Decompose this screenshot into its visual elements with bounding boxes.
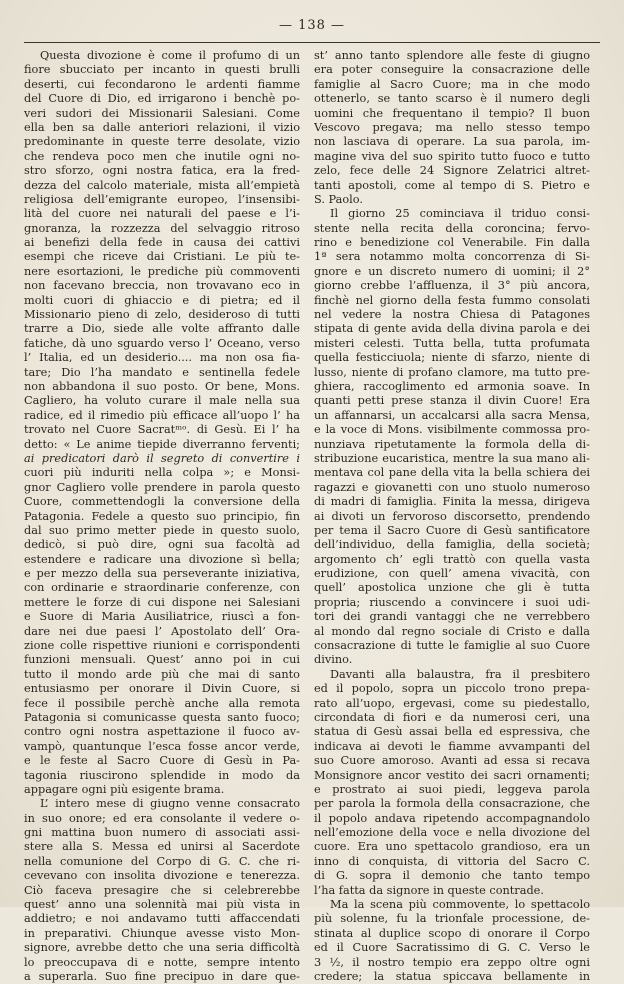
text-line: in suo onore; ed era consolante il vedere o- <box>24 811 300 825</box>
text-line: tori dei grandi vantaggi che ne verrebbero <box>314 610 590 624</box>
text-line: fiore sbucciato per incanto in questi brulli <box>24 63 300 77</box>
text-line: veri sudori dei Missionarii Salesiani. Come <box>24 106 300 120</box>
text-line: molti cuori di ghiaccio e di pietra; ed il <box>24 293 300 307</box>
text-line: ai predicatori darò il segreto di convertire i <box>24 451 300 465</box>
text-line: quest’ anno una solennità mai più vista in <box>24 898 300 912</box>
text-line: il popolo andava ripetendo accompagnandolo <box>314 811 590 825</box>
text-line: e le feste al Sacro Cuore di Gesù in Pa- <box>24 754 300 768</box>
text-line: predominante in queste terre desolate, vizio <box>24 135 300 149</box>
text-line: Monsignore ancor vestito dei sacri ornamenti; <box>314 768 590 782</box>
text-line: Missionario pieno di zelo, desideroso di tutti <box>24 308 300 322</box>
text-line: statua di Gesù assai bella ed espressiva, che <box>314 725 590 739</box>
text-line: fatiche, dà uno sguardo verso l’ Oceano, verso <box>24 336 300 350</box>
text-line: ai benefizi della fede in causa dei cattivi <box>24 236 300 250</box>
text-line: religiosa dell’emigrante europeo, l’insensibi- <box>24 192 300 206</box>
text-line: finchè nel giorno della festa fummo consolati <box>314 293 590 307</box>
text-line: l’ha fatta da signore in queste contrade. <box>314 883 544 897</box>
text-line: famiglie al Sacro Cuore; ma in che modo <box>314 77 590 91</box>
text-line: magine viva del suo spirito tutto fuoco e tutto <box>314 149 590 163</box>
text-line: Ma la scena più commovente, lo spettacolo <box>330 898 590 912</box>
text-line: trovato nel Cuore Sacratᵐᵒ. di Gesù. Ei l’ ha <box>24 423 300 437</box>
text-line: mettere le forze di cui dispone nei Salesiani <box>24 595 300 609</box>
text-line: Davanti alla balaustra, fra il presbitero <box>330 667 590 681</box>
text-line: propria; riuscendo a convincere i suoi udi- <box>314 595 590 609</box>
text-line: Questa divozione è come il profumo di un <box>40 49 300 62</box>
text-line: era poter conseguire la consacrazione delle <box>314 63 590 77</box>
text-line: dedicò, si può dire, ogni sua facoltà ad <box>24 538 300 552</box>
text-line: fece il possibile perchè anche alla remota <box>24 696 300 710</box>
text-line: cuori più induriti nella colpa »; e Monsi- <box>24 466 300 480</box>
text-line: quell’ apostolica unzione che gli è tutta <box>314 581 590 595</box>
text-line: cuore. Era uno spettacolo grandioso, era un <box>314 840 590 854</box>
text-line: non lasciava di operare. La sua parola, im- <box>314 135 590 149</box>
text-line: del Cuore di Dio, ed irrigarono i benchè po- <box>24 92 300 106</box>
text-line: con ordinarie e straordinarie conferenze, con <box>24 581 300 595</box>
text-line: indicava ai devoti le fiamme avvampanti del <box>314 739 590 753</box>
text-line: vampò, quantunque l’esca fosse ancor verde, <box>24 739 300 753</box>
text-line: Cagliero, ha voluto curare il male nella sua <box>24 394 300 408</box>
text-line: tare; Dio l’ha mandato e sentinella fedele <box>24 365 300 379</box>
text-line: esempi che riceve dai Cristiani. Le più te- <box>24 250 300 264</box>
text-line: gnor Cagliero volle prendere in parola questo <box>24 480 300 494</box>
text-line: gni mattina buon numero di associati assi- <box>24 826 300 840</box>
text-line: estendere e radicare una divozione sì bella; <box>24 552 300 566</box>
page-number: — 138 — <box>278 18 346 33</box>
text-line: appagare ogni più esigente brama. <box>24 782 225 796</box>
text-line: misteri celesti. Tutta bella, tutta profumata <box>314 336 590 350</box>
text-line: di madri di famiglia. Finita la messa, dirigeva <box>314 495 590 509</box>
text-line: ragazzi e giovanetti con uno stuolo numeroso <box>314 480 590 494</box>
text-line: l’ Italia, ed un desiderio.... ma non osa fia- <box>24 351 300 365</box>
text-line: radice, ed il rimedio più efficace all’uopo l’ ha <box>24 408 300 422</box>
text-line: credere; la statua spiccava bellamente in <box>314 970 590 983</box>
text-line: tanti apostoli, come al tempo di S. Pietro e <box>314 178 590 192</box>
text-line: quanti petti prese stanza il divin Cuore! Era <box>314 394 590 408</box>
text-line: nell’emozione della voce e nella divozione del <box>314 826 590 840</box>
text-line: detto: « Le anime tiepide diverranno ferventi; <box>24 437 300 451</box>
right-column <box>314 49 590 984</box>
text-line: ghiera, raccoglimento ed armonia soave. In <box>314 379 590 393</box>
text-line: deserti, cui fecondarono le ardenti fiamme <box>24 77 300 91</box>
text-line: stro sforzo, ogni nostra fatica, era la fred- <box>24 164 300 178</box>
text-line: rino e benedizione col Venerabile. Fin dalla <box>314 236 590 250</box>
text-line: Patagonia. Fedele a questo suo principio, fin <box>24 509 300 523</box>
text-line: L’ intero mese di giugno venne consacrato <box>40 797 300 811</box>
text-line: zelo, fece delle 24 Signore Zelatrici altret- <box>314 164 590 178</box>
text-line: e per mezzo della sua perseverante iniziativa, <box>24 567 300 581</box>
text-line: uomini che frequentano il tempio? Il buon <box>314 106 590 120</box>
text-line: divino. <box>314 653 353 667</box>
text-line: che rendeva poco men che inutile ogni no- <box>24 149 300 163</box>
text-line: quella festicciuola; niente di sfarzo, niente di <box>314 351 590 365</box>
text-line: consacrazione di tutte le famiglie al suo Cuore <box>314 639 590 653</box>
text-line: mentava col pane della vita la bella schiera dei <box>314 466 590 480</box>
text-line: lità del cuore nei naturali del paese e l’i- <box>24 207 300 221</box>
text-line: nella comunione del Corpo di G. C. che ri- <box>24 854 300 868</box>
text-line: dell’individuo, della famiglia, della società; <box>314 538 590 552</box>
text-line: stente nella recita della coroncina; fervo- <box>314 221 590 235</box>
text-line: ed il Cuore Sacratissimo di G. C. Verso le <box>314 941 590 955</box>
text-line: nere esortazioni, le prediche più commoventi <box>24 264 300 278</box>
text-line: tutto il mondo arde più che mai di santo <box>24 667 300 681</box>
text-line: stribuzione eucaristica, mentre la sua mano ali- <box>314 451 590 465</box>
text-line: ed il popolo, sopra un piccolo trono prepa- <box>314 682 590 696</box>
text-line: cevevano con insolita divozione e tenerezza. <box>24 869 300 883</box>
text-line: stinata al duplice scopo di onorare il Corpo <box>314 926 590 940</box>
text-line: e prostrato ai suoi piedi, leggeva parola <box>314 782 590 796</box>
text-line: un affannarsi, un accalcarsi alla sacra Mensa, <box>314 408 590 422</box>
text-line: rato all’uopo, ergevasi, come su piedestallo, <box>314 696 590 710</box>
text-line: 3 ½, il nostro tempio era zeppo oltre ogni <box>314 955 590 969</box>
left-column <box>24 49 300 984</box>
text-line: dare nei due paesi l’ Apostolato dell’ Ora- <box>24 624 300 638</box>
text-line: erudizione, con quell’ amena vivacità, con <box>314 567 590 581</box>
text-line: dal suo primo metter piede in questo suolo, <box>24 523 300 537</box>
text-line: dezza del calcolo materiale, mista all’empietà <box>24 178 300 192</box>
text-line: Il giorno 25 cominciava il triduo consi- <box>330 207 590 221</box>
text-line: gnoranza, la rozzezza del selvaggio ritroso <box>24 221 300 235</box>
text-line: Vescovo pregava; ma nello stesso tempo <box>314 120 590 134</box>
text-line: a superarla. Suo fine precipuo in dare que- <box>24 970 300 983</box>
text-line: Ciò faceva presagire che si celebrerebbe <box>24 883 300 897</box>
text-line: addietro; e noi andavamo tutti affaccendati <box>24 912 300 926</box>
text-line: tagonia riuscirono splendide in modo da <box>24 768 300 782</box>
text-line: in preparativi. Chiunque avesse visto Mon- <box>24 926 300 940</box>
text-line: gnore e un discreto numero di uomini; il 2° <box>314 264 590 278</box>
text-line: zione colle rispettive riunioni e corrispondenti <box>24 639 300 653</box>
text-line: lusso, niente di profano clamore, ma tutto pre- <box>314 365 590 379</box>
text-line: trarre a Dio, siede alle volte affranto dalle <box>24 322 300 336</box>
text-line: inno di conquista, di vittoria del Sacro C. <box>314 854 590 868</box>
text-line: di G. sopra il demonio che tanto tempo <box>314 869 590 883</box>
text-line: per parola la formola della consacrazione, che <box>314 797 590 811</box>
text-line: al mondo dal regno sociale di Cristo e dalla <box>314 624 590 638</box>
text-line: argomento ch’ egli trattò con quella vasta <box>314 552 590 566</box>
header-rule <box>24 42 600 43</box>
text-line: signore, avrebbe detto che una seria difficoltà <box>24 941 300 955</box>
text-line: nunziava ripetutamente la formola della di- <box>314 437 590 451</box>
text-line: più solenne, fu la trionfale processione, de- <box>314 912 590 926</box>
text-line: st’ anno tanto splendore alle feste di giugno <box>314 49 590 62</box>
text-line: circondata di fiori e da numerosi ceri, una <box>314 710 590 724</box>
text-line: S. Paolo. <box>314 192 363 206</box>
text-line: nel vedere la nostra Chiesa di Patagones <box>314 308 590 322</box>
text-line: ottenerlo, se tanto scarso è il numero degli <box>314 92 590 106</box>
text-line: Cuore, commettendogli la conversione della <box>24 495 300 509</box>
text-line: stere alla S. Messa ed unirsi al Sacerdote <box>24 840 300 854</box>
text-line: contro ogni nostra aspettazione il fuoco av- <box>24 725 300 739</box>
text-line: ella ben sa dalle anteriori relazioni, il vizio <box>24 120 300 134</box>
text-line: non abbandona il suo posto. Or bene, Mons. <box>24 379 300 393</box>
text-line: 1ª sera notammo molta concorrenza di Si- <box>314 250 590 264</box>
text-line: per tema il Sacro Cuore di Gesù santificatore <box>314 523 590 537</box>
text-line: ai divoti un fervoroso discorsetto, prendendo <box>314 509 590 523</box>
text-line: suo Cuore amoroso. Avanti ad essa si recava <box>314 754 590 768</box>
text-line: e la voce di Mons. visibilmente commossa pro- <box>314 423 590 437</box>
text-line: giorno crebbe l’affluenza, il 3° più ancora, <box>314 279 590 293</box>
text-line: Patagonia si comunicasse questa santo fuoco; <box>24 710 300 724</box>
text-line: stipata di gente avida della divina parola e dei <box>314 322 590 336</box>
text-line: entusiasmo per onorare il Divin Cuore, si <box>24 682 300 696</box>
text-line: e Suore di Maria Ausiliatrice, riuscì a fon- <box>24 610 300 624</box>
text-line: lo preoccupava di e notte, sempre intento <box>24 955 300 969</box>
text-line: funzioni mensuali. Quest’ anno poi in cui <box>24 653 300 667</box>
text-line: non facevano breccia, non trovavano eco in <box>24 279 300 293</box>
